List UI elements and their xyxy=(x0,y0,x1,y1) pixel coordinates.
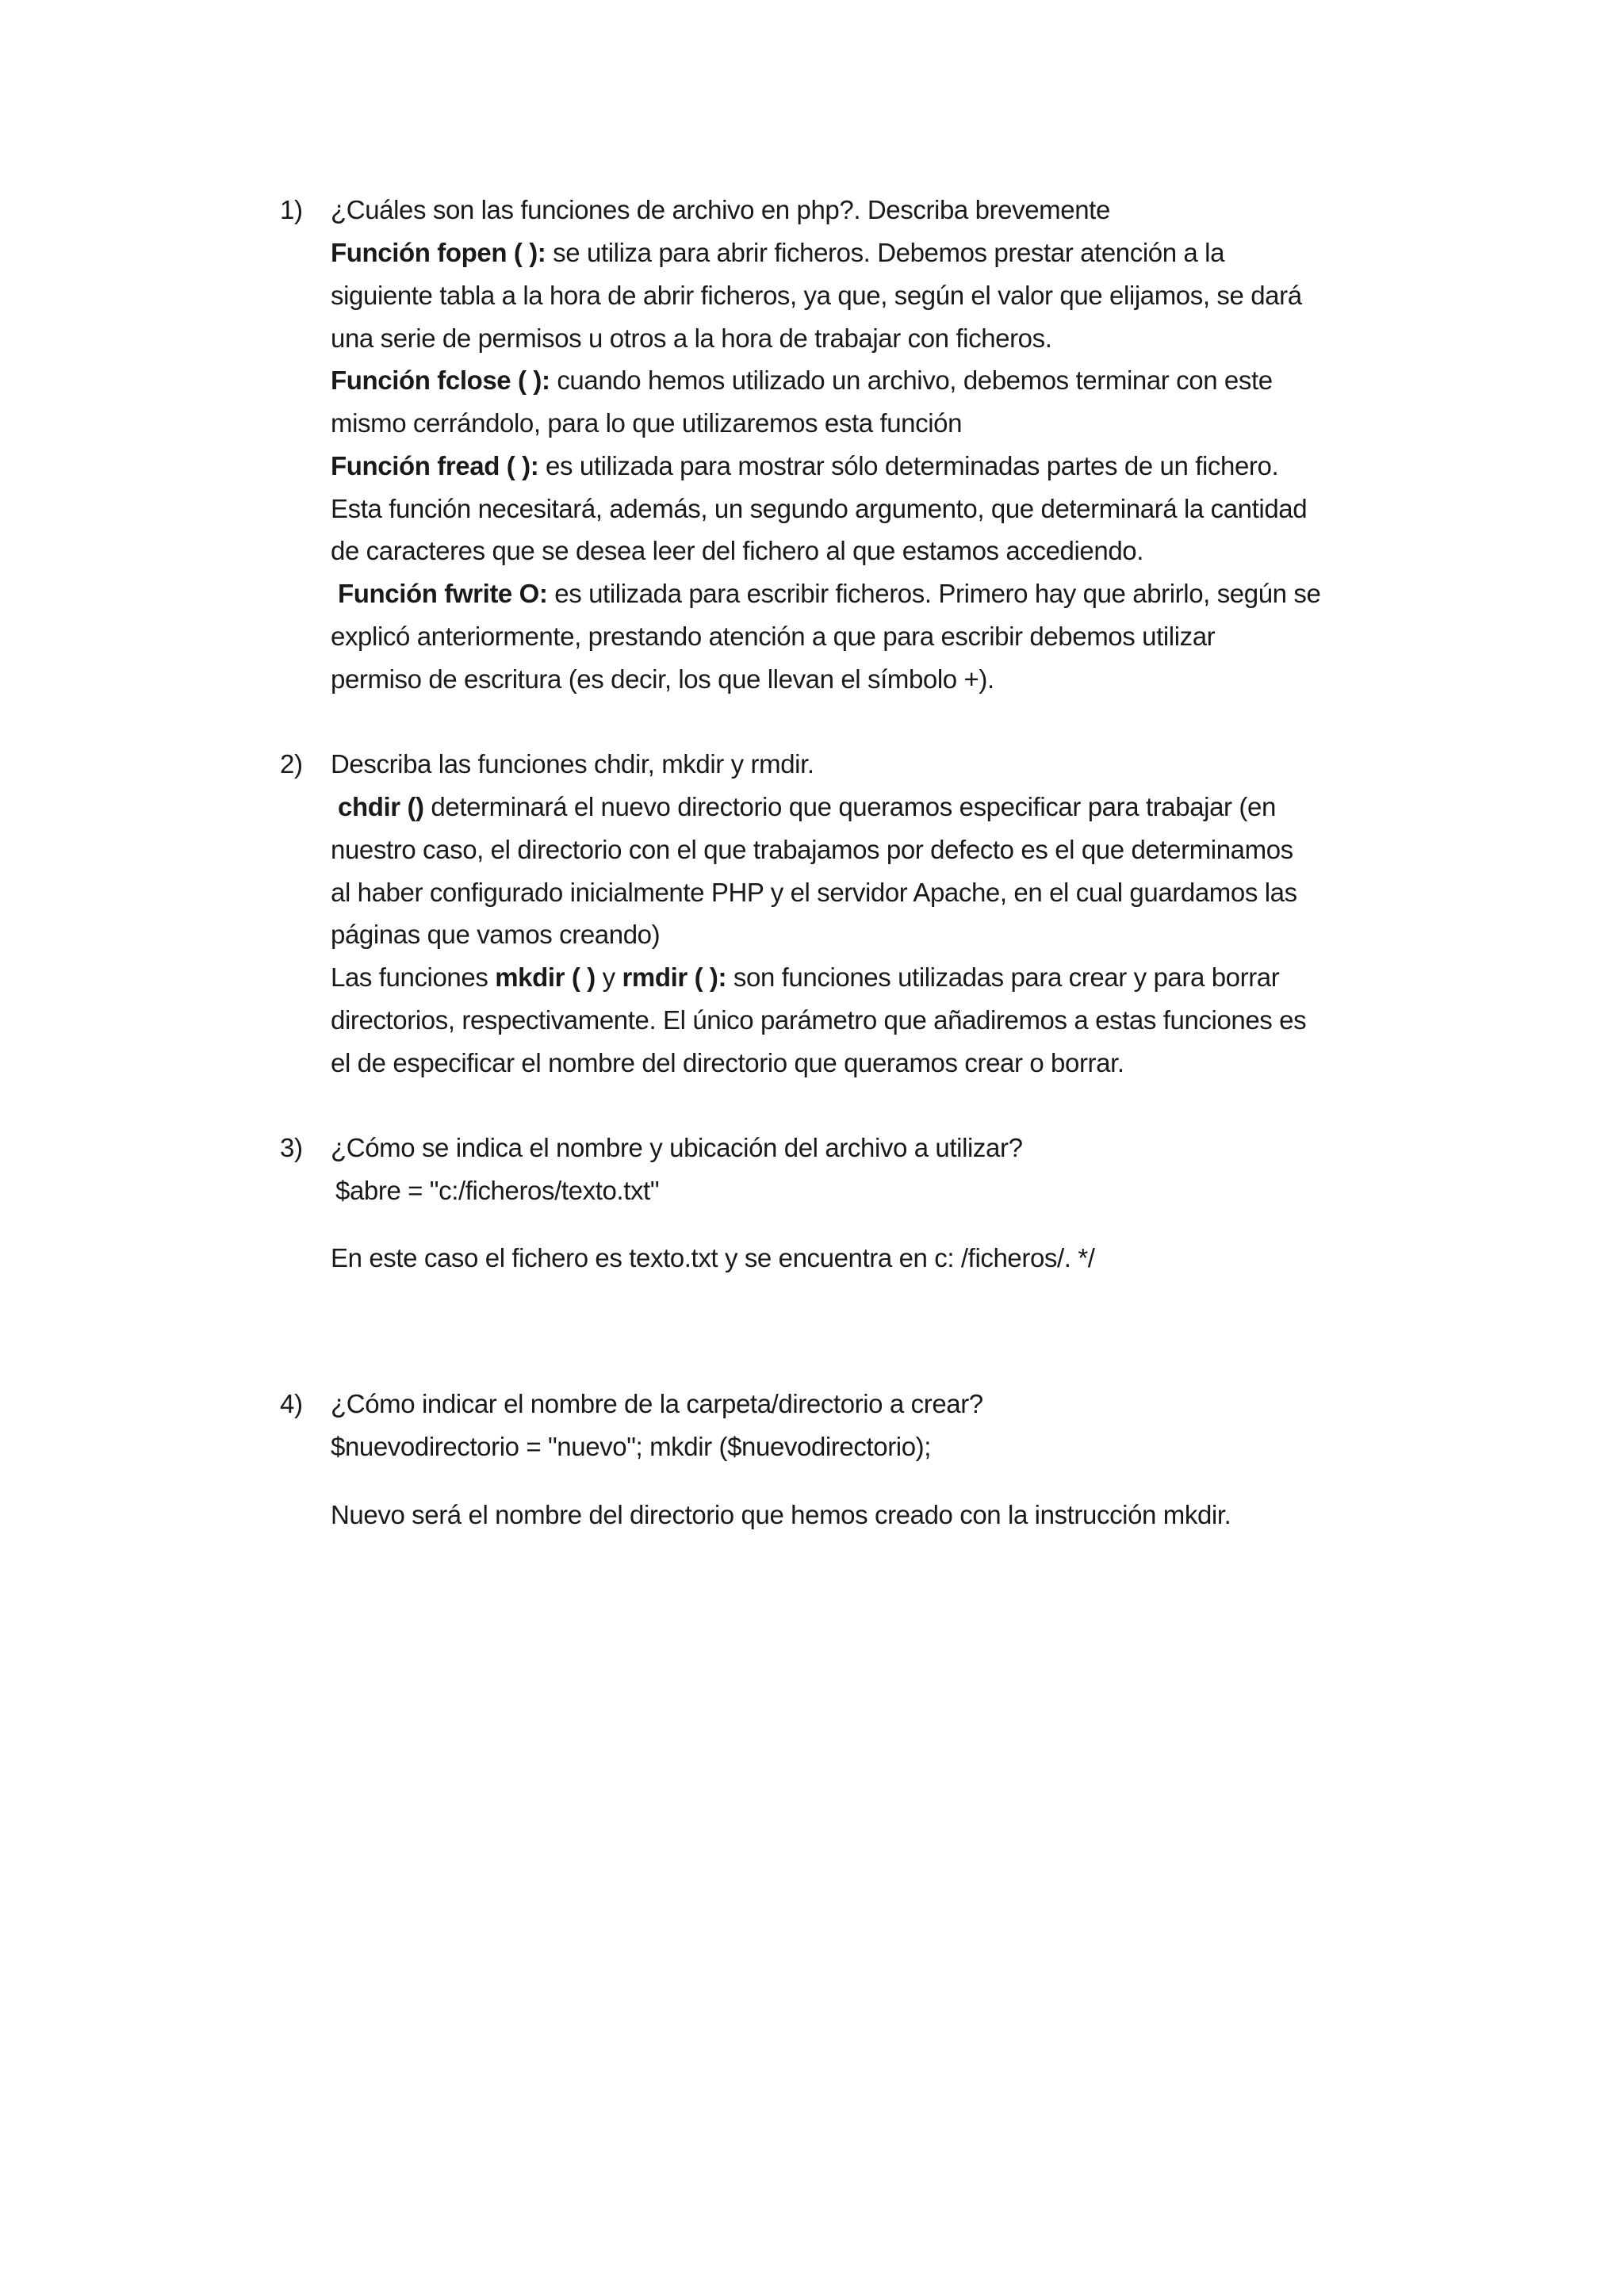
question-title: ¿Cuáles son las funciones de archivo en php?. Describa brevemente xyxy=(331,195,1110,224)
explanation-line: Nuevo será el nombre del directorio que hemos creado con la instrucción mkdir. xyxy=(331,1500,1231,1529)
mkdir-text: son funciones utilizadas para crear y para borrar xyxy=(726,962,1280,992)
fread-line-3: de caracteres que se desea leer del fichero al que estamos accediendo. xyxy=(331,536,1143,565)
fopen-line-1 xyxy=(331,232,1224,274)
chdir-line-4: páginas que vamos creando) xyxy=(331,920,661,949)
fread-line-2: Esta función necesitará, además, un segundo argumento, que determinará la cantidad xyxy=(331,494,1308,523)
fclose-line-2: mismo cerrándolo, para lo que utilizaremos esta función xyxy=(331,408,963,438)
mkdir-prefix: Las funciones xyxy=(331,962,496,992)
rmdir-label: rmdir ( ): xyxy=(622,962,727,992)
fopen-label: Función fopen ( ): xyxy=(331,238,546,267)
chdir-line-3: al haber configurado inicialmente PHP y el servidor Apache, en el cual guardamos las xyxy=(331,878,1297,907)
fread-line-1 xyxy=(331,445,1278,487)
fopen-text: se utiliza para abrir ficheros. Debemos prestar atención a la xyxy=(546,238,1225,267)
mkdir-and: y xyxy=(595,962,622,992)
fwrite-line-3: permiso de escritura (es decir, los que llevan el símbolo +). xyxy=(331,664,994,694)
chdir-line-1 xyxy=(338,786,1276,828)
fwrite-label: Función fwrite O: xyxy=(338,579,548,608)
question-title: Describa las funciones chdir, mkdir y rmdir. xyxy=(331,749,814,779)
code-line: $nuevodirectorio = "nuevo"; mkdir ($nuevodirectorio); xyxy=(331,1432,932,1461)
fopen-line-2: siguiente tabla a la hora de abrir ficheros, ya que, según el valor que elijamos, se dará xyxy=(331,281,1302,310)
question-number: 3) xyxy=(280,1133,303,1162)
question-title: ¿Cómo se indica el nombre y ubicación del archivo a utilizar? xyxy=(331,1133,1023,1162)
fwrite-line-2: explicó anteriormente, prestando atención a que para escribir debemos utilizar xyxy=(331,622,1216,651)
explanation-line: En este caso el fichero es texto.txt y se encuentra en c: /ficheros/. */ xyxy=(331,1243,1095,1272)
code-line: $abre = "c:/ficheros/texto.txt" xyxy=(335,1176,660,1205)
fwrite-text: es utilizada para escribir ficheros. Primero hay que abrirlo, según se xyxy=(547,579,1321,608)
question-number: 2) xyxy=(280,749,303,779)
question-number: 4) xyxy=(280,1389,303,1418)
mkdir-line-1 xyxy=(331,956,1279,998)
fread-label: Función fread ( ): xyxy=(331,451,539,480)
mkdir-line-3: el de especificar el nombre del directorio que queramos crear o borrar. xyxy=(331,1048,1124,1077)
chdir-label: chdir () xyxy=(338,792,424,821)
mkdir-line-2: directorios, respectivamente. El único parámetro que añadiremos a estas funciones es xyxy=(331,1005,1307,1035)
chdir-line-2: nuestro caso, el directorio con el que trabajamos por defecto es el que determinamos xyxy=(331,835,1293,864)
fclose-text: cuando hemos utilizado un archivo, debemos terminar con este xyxy=(550,365,1273,395)
fclose-label: Función fclose ( ): xyxy=(331,365,550,395)
question-number: 1) xyxy=(280,195,303,224)
fwrite-line-1 xyxy=(338,572,1320,614)
mkdir-label: mkdir ( ) xyxy=(495,962,596,992)
fread-text: es utilizada para mostrar sólo determinadas partes de un fichero. xyxy=(538,451,1279,480)
fopen-line-3: una serie de permisos u otros a la hora de trabajar con ficheros. xyxy=(331,323,1052,353)
chdir-text: determinará el nuevo directorio que queramos especificar para trabajar (en xyxy=(423,792,1276,821)
question-title: ¿Cómo indicar el nombre de la carpeta/directorio a crear? xyxy=(331,1389,983,1418)
fclose-line-1 xyxy=(331,359,1273,401)
